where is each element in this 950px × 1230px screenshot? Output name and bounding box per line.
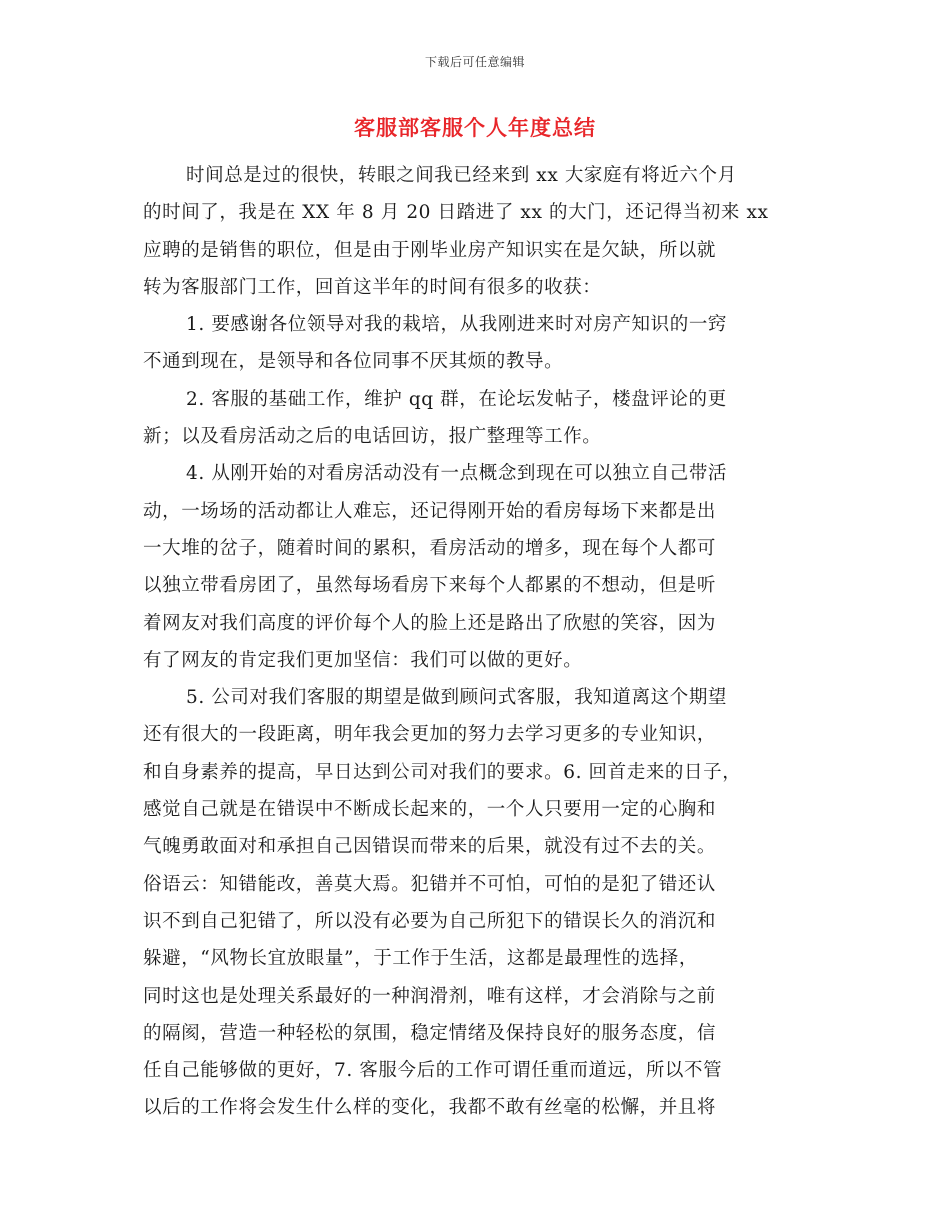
body-line: 不通到现在，是领导和各位同事不厌其烦的教导。 [143, 351, 564, 373]
body-line: 的隔阂，营造一种轻松的氛围，稳定情绪及保持良好的服务态度，信 [143, 1022, 717, 1044]
body-line: 任自己能够做的更好，7. 客服今后的工作可谓任重而道远，所以不管 [143, 1060, 723, 1082]
body-line: 感觉自己就是在错误中不断成长起来的，一个人只要用一定的心胸和 [143, 799, 717, 821]
body-line: 以后的工作将会发生什么样的变化，我都不敢有丝毫的松懈，并且将 [143, 1097, 717, 1119]
body-line: 的时间了，我是在 XX 年 8 月 20 日踏进了 xx 的大门，还记得当初来 xx [143, 202, 769, 224]
body-line: 4. 从刚开始的对看房活动没有一点概念到现在可以独立自己带活 [186, 463, 728, 485]
body-line: 新；以及看房活动之后的电话回访，报广整理等工作。 [143, 426, 602, 448]
body-line: 和自身素养的提高，早日达到公司对我们的要求。6. 回首走来的日子， [143, 761, 742, 783]
body-line: 有了网友的肯定我们更加坚信：我们可以做的更好。 [143, 649, 583, 671]
body-line: 躲避，“风物长宜放眼量”，于工作于生活，这都是最理性的选择， [143, 948, 698, 970]
body-line: 动，一场场的活动都让人难忘，还记得刚开始的看房每场下来都是出 [143, 500, 717, 522]
body-line: 还有很大的一段距离，明年我会更加的努力去学习更多的专业知识， [143, 724, 717, 746]
document-title: 客服部客服个人年度总结 [354, 115, 596, 140]
body-line: 1. 要感谢各位领导对我的栽培，从我刚进来时对房产知识的一窍 [186, 314, 728, 336]
body-line: 着网友对我们高度的评价每个人的脸上还是路出了欣慰的笑容，因为 [143, 612, 717, 634]
body-line: 应聘的是销售的职位，但是由于刚毕业房产知识实在是欠缺，所以就 [143, 239, 717, 261]
document-body [143, 157, 803, 1127]
header-note: 下载后可任意编辑 [424, 55, 525, 69]
body-line: 时间总是过的很快，转眼之间我已经来到 xx 大家庭有将近六个月 [186, 165, 737, 186]
body-line: 5. 公司对我们客服的期望是做到顾问式客服，我知道离这个期望 [186, 687, 728, 709]
body-line: 俗语云：知错能改，善莫大焉。犯错并不可怕，可怕的是犯了错还认 [143, 873, 717, 895]
body-line: 转为客服部门工作，回首这半年的时间有很多的收获： [143, 276, 602, 298]
body-line: 识不到自己犯错了，所以没有必要为自己所犯下的错误长久的消沉和 [143, 910, 717, 932]
body-line: 2. 客服的基础工作，维护 qq 群，在论坛发帖子，楼盘评论的更 [186, 388, 727, 410]
body-line: 一大堆的岔子，随着时间的累积，看房活动的增多，现在每个人都可 [143, 537, 717, 559]
body-line: 以独立带看房团了，虽然每场看房下来每个人都累的不想动，但是听 [143, 575, 717, 597]
body-line: 同时这也是处理关系最好的一种润滑剂，唯有这样，才会消除与之前 [143, 985, 717, 1007]
body-line: 气魄勇敢面对和承担自己因错误而带来的后果，就没有过不去的关。 [143, 836, 717, 858]
